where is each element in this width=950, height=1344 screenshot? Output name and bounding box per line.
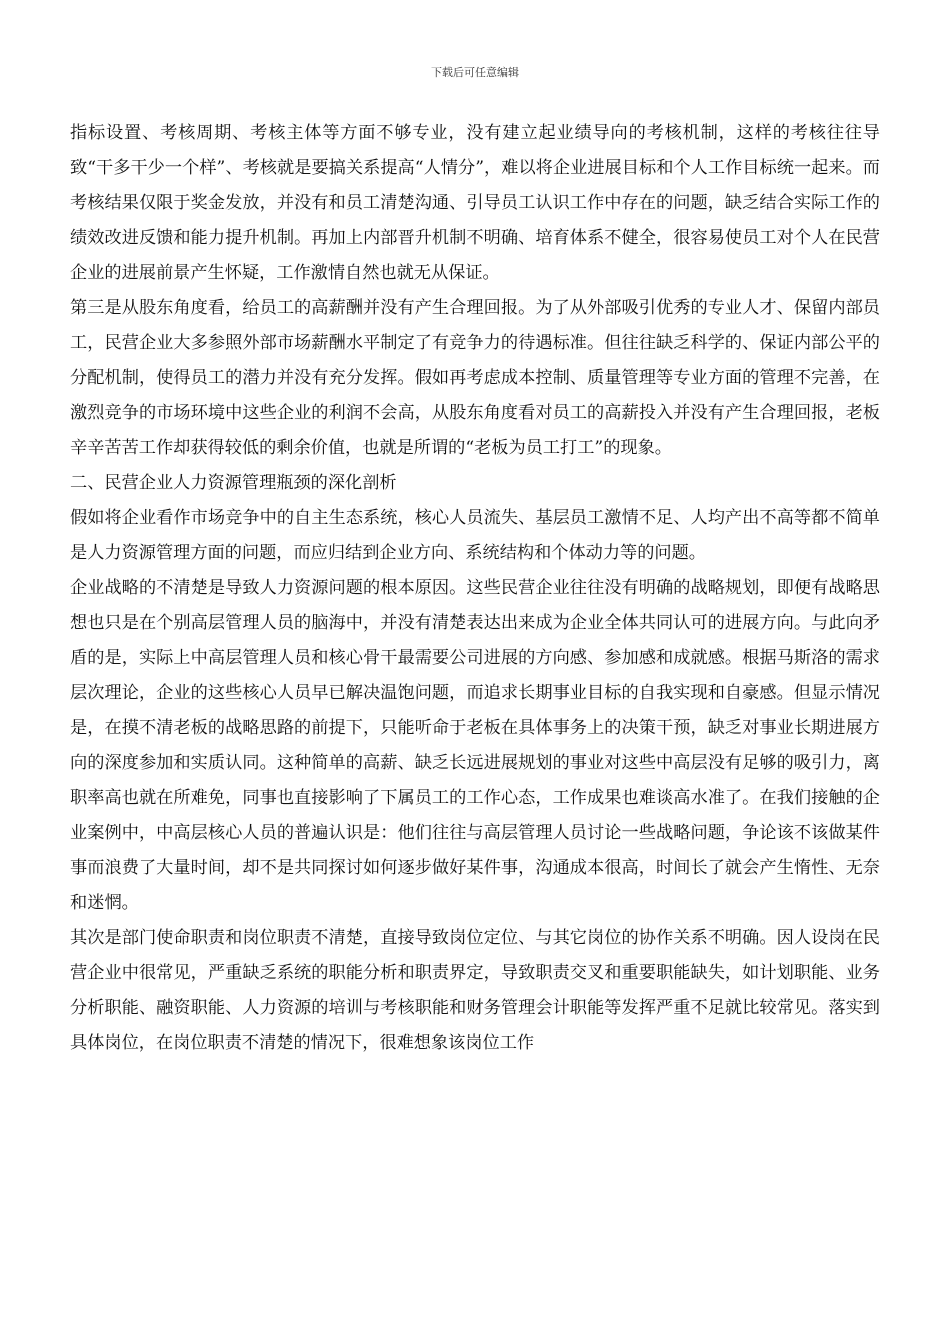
header-note: 下载后可任意编辑 bbox=[431, 66, 519, 79]
paragraph-strategy: 企业战略的不清楚是导致人力资源问题的根本原因。这些民营企业往往没有明确的战略规划，即便有战略思想也只是在个别高层管理人员的脑海中，并没有清楚表达出来成为企业全体共同认可的进展方向。与此向矛盾的是，实际上中高层管理人员和核心骨干最需要公司进展的方向感、参加感和成就感。根据马斯洛的需求层次理论，企业的这些核心人员早已解决温饱问题，而追求长期事业目标的自我实现和自豪感。但显示情况是，在摸不清老板的战略思路的前提下，只能听命于老板在具体事务上的决策干预，缺乏对事业长期进展方向的深度参加和实质认同。这种简单的高薪、缺乏长远进展规划的事业对这些中高层没有足够的吸引力，离职率高也就在所难免，同事也直接影响了下属员工的工作心态，工作成果也难谈高水准了。在我们接触的企业案例中，中高层核心人员的普遍认识是：他们往往与高层管理人员讨论一些战略问题，争论该不该做某件事而浪费了大量时间，却不是共同探讨如何逐步做好某件事，沟通成本很高，时间长了就会产生惰性、无奈和迷惘。 bbox=[70, 578, 880, 913]
paragraph-responsibilities: 其次是部门使命职责和岗位职责不清楚，直接导致岗位定位、与其它岗位的协作关系不明确。因人设岗在民营企业中很常见，严重缺乏系统的职能分析和职责界定，导致职责交叉和重要职能缺失，如计划职能、业务分析职能、融资职能、人力资源的培训与考核职能和财务管理会计职能等发挥严重不足就比较常见。落实到具体岗位，在岗位职责不清楚的情况下，很难想象该岗位工作 bbox=[70, 928, 880, 1053]
paragraph-appraisal: 指标设置、考核周期、考核主体等方面不够专业，没有建立起业绩导向的考核机制，这样的考核往往导致“干多干少一个样”、考核就是要搞关系提高“人情分”，难以将企业进展目标和个人工作目标统一起来。而考核结果仅限于奖金发放，并没有和员工清楚沟通、引导员工认识工作中存在的问题，缺乏结合实际工作的绩效改进反馈和能力提升机制。再加上内部晋升机制不明确、培育体系不健全，很容易使员工对个人在民营企业的进展前景产生怀疑，工作激情自然也就无从保证。 bbox=[70, 123, 880, 283]
paragraph-ecosystem: 假如将企业看作市场竞争中的自主生态系统，核心人员流失、基层员工激情不足、人均产出不高等都不简单是人力资源管理方面的问题，而应归结到企业方向、系统结构和个体动力等的问题。 bbox=[70, 508, 880, 563]
section-heading: 二、民营企业人力资源管理瓶颈的深化剖析 bbox=[70, 473, 397, 493]
document-body bbox=[70, 116, 880, 1061]
paragraph-shareholder-view: 第三是从股东角度看，给员工的高薪酬并没有产生合理回报。为了从外部吸引优秀的专业人才、保留内部员工，民营企业大多参照外部市场薪酬水平制定了有竞争力的待遇标准。但往往缺乏科学的、保证内部公平的分配机制，使得员工的潜力并没有充分发挥。假如再考虑成本控制、质量管理等专业方面的管理不完善，在激烈竞争的市场环境中这些企业的利润不会高，从股东角度看对员工的高薪投入并没有产生合理回报，老板辛辛苦苦工作却获得较低的剩余价值，也就是所谓的“老板为员工打工”的现象。 bbox=[70, 298, 880, 458]
